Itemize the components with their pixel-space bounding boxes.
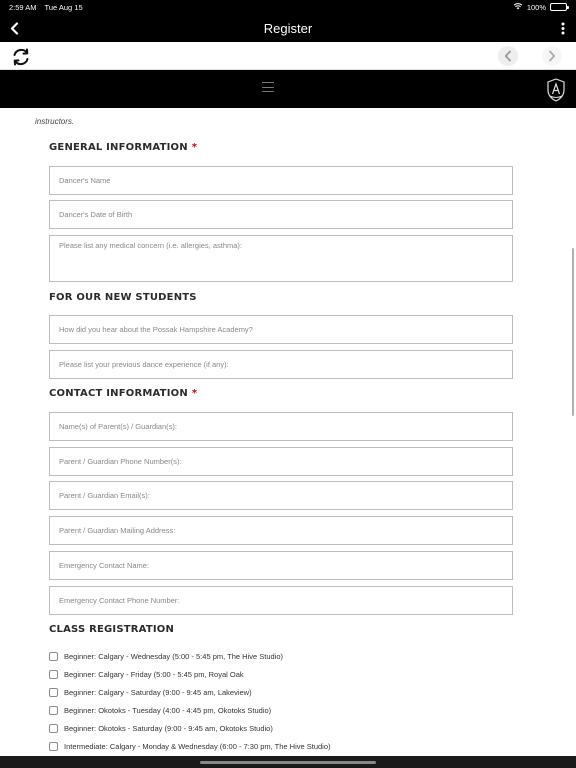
section-title-text: GENERAL INFORMATION — [49, 142, 188, 153]
class-option-label: Beginner: Calgary - Wednesday (5:00 - 5:45 pm, The Hive Studio) — [64, 652, 284, 661]
required-mark: * — [191, 388, 198, 399]
page-title: Register — [263, 20, 313, 36]
class-checkbox[interactable] — [49, 724, 58, 733]
app-title-bar — [0, 14, 576, 42]
class-checkbox[interactable] — [49, 706, 58, 715]
registration-form — [0, 108, 576, 756]
bottom-bar — [0, 756, 576, 768]
class-option-label: Beginner: Calgary - Saturday (9:00 - 9:45 am, Lakeview) — [64, 688, 252, 697]
section-title-contact — [49, 388, 197, 399]
required-mark: * — [191, 142, 198, 153]
class-option[interactable] — [49, 742, 331, 751]
class-option-label: Beginner: Okotoks - Tuesday (4:00 - 4:45 pm, Okotoks Studio) — [64, 706, 272, 715]
browser-toolbar — [0, 42, 576, 70]
refresh-icon — [10, 46, 32, 68]
battery-percent: 100% — [526, 2, 546, 12]
battery-icon — [550, 3, 567, 11]
class-option[interactable] — [49, 688, 252, 697]
status-time: 2:59 AM — [9, 2, 37, 12]
parent-names-field[interactable]: Name(s) of Parent(s) / Guardian(s): — [49, 412, 513, 441]
intro-text: instructors. — [35, 117, 75, 126]
class-option[interactable] — [49, 724, 273, 733]
previous-experience-field[interactable]: Please list your previous dance experience (if any): — [49, 350, 513, 379]
parent-email-field[interactable]: Parent / Guardian Email(s): — [49, 481, 513, 510]
section-title-general — [49, 142, 197, 153]
academy-logo[interactable] — [546, 78, 566, 102]
menu-button[interactable] — [262, 82, 274, 92]
parent-phone-field[interactable]: Parent / Guardian Phone Number(s): — [49, 447, 513, 476]
chevron-right-icon — [548, 50, 556, 62]
chevron-left-icon — [504, 50, 512, 62]
back-button[interactable] — [7, 20, 21, 36]
class-option[interactable] — [49, 670, 244, 679]
class-option[interactable] — [49, 652, 283, 661]
section-title-class-registration: CLASS REGISTRATION — [49, 624, 175, 635]
parent-address-field[interactable]: Parent / Guardian Mailing Address: — [49, 516, 513, 545]
section-title-new-students: FOR OUR NEW STUDENTS — [49, 292, 197, 303]
home-indicator[interactable] — [200, 761, 376, 764]
browser-back-button[interactable] — [498, 46, 518, 66]
refresh-button[interactable] — [10, 46, 32, 68]
wifi-icon — [513, 2, 523, 12]
dancer-name-field[interactable]: Dancer's Name — [49, 166, 513, 195]
emergency-name-field[interactable]: Emergency Contact Name: — [49, 551, 513, 580]
dancer-dob-field[interactable]: Dancer's Date of Birth — [49, 200, 513, 229]
status-bar — [0, 0, 576, 14]
menu-line — [262, 82, 274, 83]
medical-concern-field[interactable]: Please list any medical concern (i.e. allergies, asthma): — [49, 235, 513, 282]
class-option-label: Intermediate: Calgary - Monday & Wednesday (6:00 - 7:30 pm, The Hive Studio) — [64, 742, 331, 751]
menu-line — [262, 87, 274, 88]
section-title-text: CONTACT INFORMATION — [49, 388, 188, 399]
chevron-left-icon — [10, 22, 19, 35]
class-option-label: Beginner: Calgary - Friday (5:00 - 5:45 pm, Royal Oak — [64, 670, 244, 679]
heard-about-field[interactable]: How did you hear about the Possak Hampshire Academy? — [49, 315, 513, 344]
class-checkbox[interactable] — [49, 670, 58, 679]
emergency-phone-field[interactable]: Emergency Contact Phone Number: — [49, 586, 513, 615]
status-date: Tue Aug 15 — [44, 2, 83, 12]
more-options-button[interactable] — [558, 20, 568, 36]
class-checkbox[interactable] — [49, 742, 58, 751]
more-vertical-icon — [561, 22, 565, 35]
class-option-label: Beginner: Okotoks - Saturday (9:00 - 9:45 am, Okotoks Studio) — [64, 724, 273, 733]
browser-forward-button[interactable] — [542, 46, 562, 66]
class-checkbox[interactable] — [49, 688, 58, 697]
scrollbar[interactable] — [572, 248, 574, 416]
crest-logo-icon — [546, 78, 566, 102]
site-header — [0, 70, 576, 108]
class-option[interactable] — [49, 706, 271, 715]
class-checkbox[interactable] — [49, 652, 58, 661]
menu-line — [262, 91, 274, 92]
